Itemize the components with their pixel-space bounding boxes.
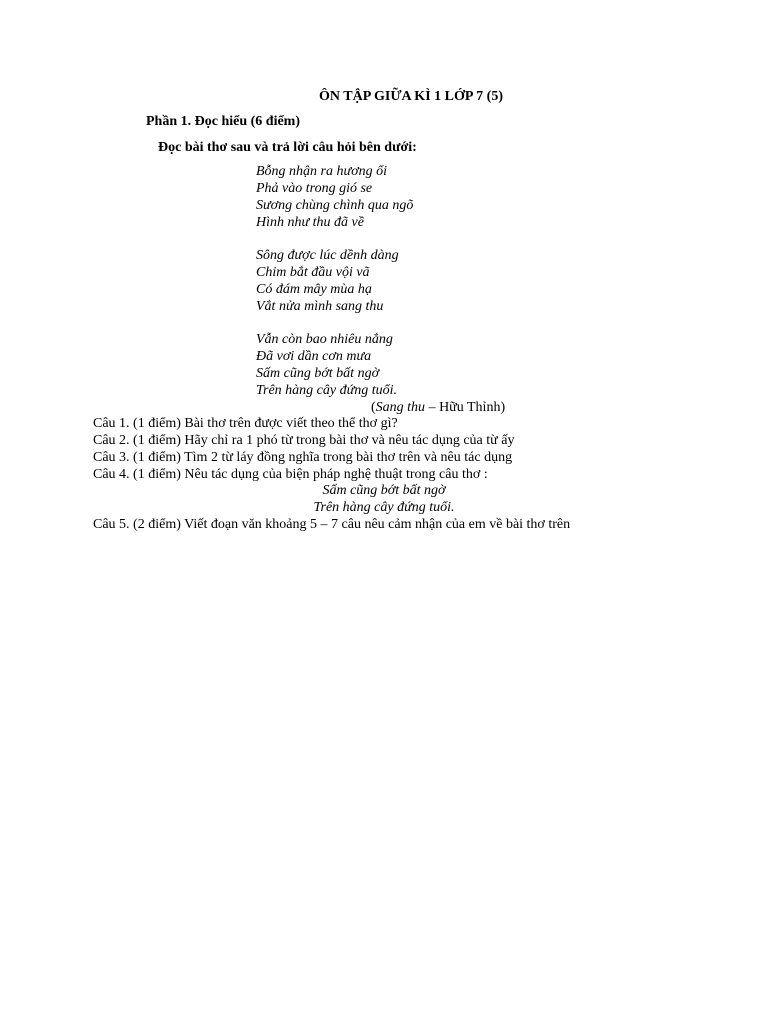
poem-line: Sấm cũng bớt bất ngờ: [256, 366, 380, 381]
poem-line: Phả vào trong gió se: [256, 181, 373, 196]
question-2: Câu 2. (1 điểm) Hãy chỉ ra 1 phó từ trong bài thơ và nêu tác dụng của từ ấy: [93, 433, 515, 448]
poem-line: Hình như thu đã về: [256, 215, 364, 230]
quoted-line: Sấm cũng bớt bất ngờ: [322, 483, 446, 498]
question-5: Câu 5. (2 điểm) Viết đoạn văn khoảng 5 – 7 câu nêu cảm nhận của em về bài thơ trên: [93, 517, 571, 532]
source-open-paren: (: [371, 400, 376, 415]
poem-line: Có đám mây mùa hạ: [256, 282, 372, 297]
poem-line: Chim bắt đầu vội vã: [256, 265, 370, 280]
quoted-line: Trên hàng cây đứng tuổi.: [313, 500, 455, 515]
poem-line: Bỗng nhận ra hương ổi: [256, 164, 387, 179]
poem-line: Trên hàng cây đứng tuổi.: [256, 383, 398, 398]
reading-instruction: Đọc bài thơ sau và trả lời câu hỏi bên dưới:: [158, 140, 417, 155]
poem-line: Vẫn còn bao nhiêu nắng: [256, 332, 393, 347]
document-title: ÔN TẬP GIỮA KÌ 1 LỚP 7 (5): [319, 89, 503, 104]
poem-line: Đã vơi dần cơn mưa: [256, 349, 372, 364]
question-3: Câu 3. (1 điểm) Tìm 2 từ láy đồng nghĩa trong bài thơ trên và nêu tác dụng: [93, 450, 513, 465]
source-title: Sang thu: [375, 400, 426, 415]
source-author: – Hữu Thỉnh): [425, 400, 506, 415]
poem-line: Sương chùng chình qua ngõ: [256, 198, 414, 213]
poem-line: Sông được lúc dềnh dàng: [256, 248, 399, 263]
poem-source: [371, 399, 505, 416]
question-4: Câu 4. (1 điểm) Nêu tác dụng của biện pháp nghệ thuật trong câu thơ :: [93, 467, 488, 482]
poem-line: Vắt nửa mình sang thu: [256, 299, 384, 314]
section-heading: Phần 1. Đọc hiểu (6 điểm): [146, 114, 300, 129]
question-1: Câu 1. (1 điểm) Bài thơ trên được viết theo thể thơ gì?: [93, 416, 398, 431]
